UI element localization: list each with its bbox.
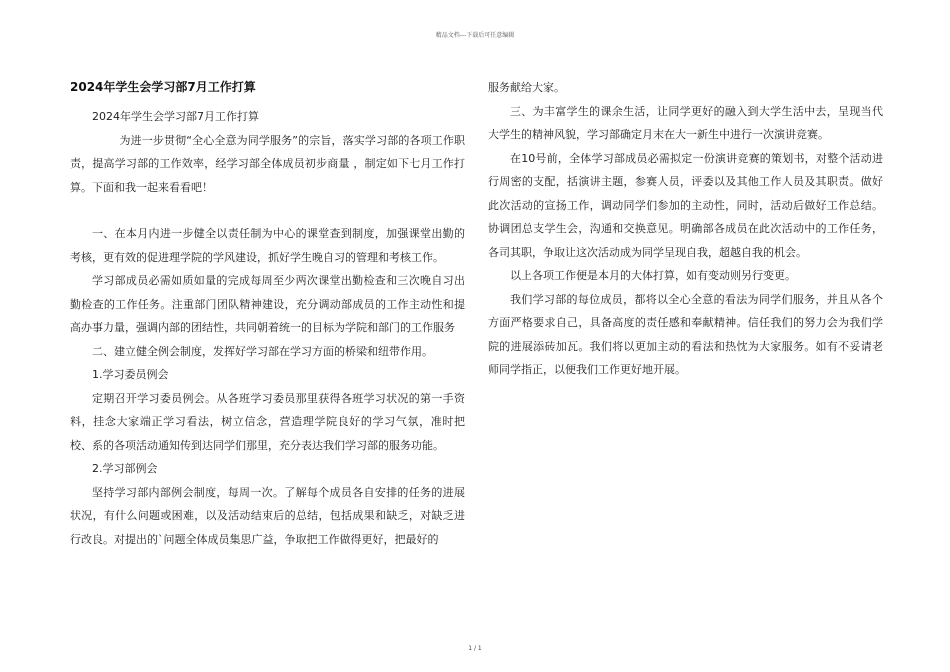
attendance-paragraph: 学习部成员必需如质如量的完成每周至少两次课堂出勤检查和三次晚自习出勤检查的工作任务。注重部门团队精神建设，充分调动部成员的工作主动性和提高办事力量，强调内部的团结性，共同朝着统一的目标为学院和部门的工作服务 <box>70 274 465 334</box>
document-title: 2024年学生会学习部7月工作打算 <box>70 80 256 94</box>
page-number: 1 / 1 <box>468 645 482 652</box>
section-three-paragraph: 三、为丰富学生的课余生活，让同学更好的融入到大学生活中去，呈现当代大学生的精神风貌，学习部确定月末在大一新生中进行一次演讲竞赛。 <box>488 104 883 141</box>
subheading-study-committee: 1.学习委员例会 <box>92 368 169 381</box>
section-two-heading: 二、建立健全例会制度，发挥好学习部在学习方面的桥梁和纽带作用。 <box>92 344 433 358</box>
paragraph-gap <box>70 199 465 222</box>
section-one-paragraph: 一、在本月内进一步健全以责任制为中心的课堂查到制度，加强课堂出勤的考核，更有效的促进理学院的学风建设，抓好学生晚自习的管理和考核工作。 <box>70 227 465 264</box>
subtitle-paragraph: 2024年学生会学习部7月工作打算 <box>92 110 259 123</box>
summary-paragraph: 以上各项工作便是本月的大体打算，如有变动则另行变更。 <box>510 269 796 282</box>
closing-paragraph: 我们学习部的每位成员，都将以全心全意的看法为同学们服务，并且从各个方面严格要求自己，具备高度的责任感和奉献精神。信任我们的努力会为我们学院的进展添砖加瓦。我们将以更加主动的看法和热忱为大家服务。如有不妥请老师同学指正，以便我们工作更好地开展。 <box>488 292 883 376</box>
intro-paragraph: 为进一步贯彻“全心全意为同学服务”的宗旨，落实学习部的各项工作职责，提高学习部的工作效率，经学习部全体成员初步商量 ，制定如下七月工作打算。下面和我一起来看看吧！ <box>70 133 465 194</box>
left-column <box>70 70 465 551</box>
continuation-paragraph: 服务献给大家。 <box>488 81 565 94</box>
page-header: 精品文档---下载后可任意编辑 <box>435 32 515 39</box>
department-meeting-paragraph: 坚持学习部内部例会制度，每周一次。了解每个成员各自安排的任务的进展状况，有什么问题或困难，以及活动结束后的总结，包括成果和缺乏，对缺乏进行改良。对提出的`问题全体成员集思广益，争取把工作做得更好，把最好的 <box>70 485 465 546</box>
study-committee-paragraph: 定期召开学习委员例会。从各班学习委员那里获得各班学习状况的第一手资料，挂念大家端正学习看法，树立信念，营造理学院良好的学习气氛，准时把校、系的各项活动通知传到达同学们那里，充分表达我们学习部的服务功能。 <box>70 391 465 452</box>
right-column <box>488 76 883 382</box>
speech-contest-paragraph: 在10号前，全体学习部成员必需拟定一份演讲竞赛的策划书，对整个活动进行周密的支配，括演讲主题，参赛人员，评委以及其他工作人员及其职责。做好此次活动的宣扬工作，调动同学们参加的主动性，同时，活动后做好工作总结。协调团总支学生会，沟通和交换意见。明确部各成员在此次活动中的工作任务，各司其职，争取让这次活动成为同学呈现自我，超越自我的机会。 <box>488 151 883 259</box>
subheading-department-meeting: 2.学习部例会 <box>92 462 158 475</box>
